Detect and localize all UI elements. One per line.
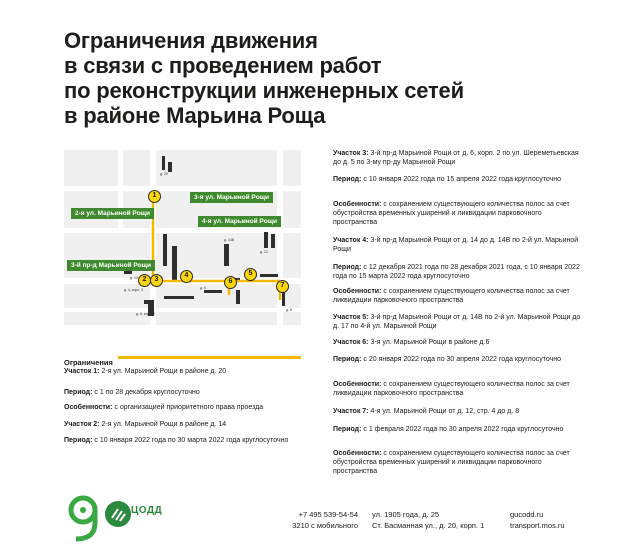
section-1-title: Участок 1: <box>64 368 100 375</box>
section-3 <box>333 149 583 167</box>
period-title: Период: <box>64 389 93 396</box>
period-text: с 1 по 28 декабря круглосуточно <box>94 389 200 396</box>
codd-logo-icon <box>104 500 132 528</box>
features-title: Особенности: <box>333 450 382 457</box>
codd-logo-text: ЦОДД <box>131 505 163 516</box>
contact-addresses <box>372 510 484 531</box>
house-label-12: д. 12 <box>260 250 268 254</box>
section-7-text: 4-я ул. Марьиной Рощи от д. 12, стр. 4 до д. 8 <box>370 408 520 415</box>
map-legend <box>64 352 301 367</box>
map-tag-4th-street: 4-я ул. Марьиной Рощи <box>198 216 281 227</box>
map-drawing <box>64 150 301 325</box>
section-3-text: 3-й пр-д Марьиной Рощи от д. 6, корп. 2 по ул. Шереметьевская до д. 5 по 3-му пр-ду Марьиной Рощи <box>333 150 579 166</box>
legend-label: Ограничения <box>64 358 113 367</box>
features-text: с организацией приоритетного права проезда <box>114 404 264 411</box>
section-7 <box>333 407 583 416</box>
marker-3: 3 <box>150 274 163 287</box>
house-label-8: д. 8 <box>286 308 292 312</box>
site-link-gucodd[interactable]: gucodd.ru <box>510 510 544 519</box>
section-7-title: Участок 7: <box>333 408 369 415</box>
features-title: Особенности: <box>333 201 382 208</box>
house-label-4-korp-2: д. 4, корп. 2 <box>124 288 144 292</box>
title-line-2: в связи с проведением работ <box>64 53 382 78</box>
section-3-title: Участок 3: <box>333 150 369 157</box>
house-label-6: д. 6 <box>200 286 206 290</box>
section-6-features <box>333 380 583 398</box>
section-7-features <box>333 449 583 476</box>
house-label-6-korp-2: д. 6, корп. 2 <box>136 312 156 316</box>
section-2-period <box>64 436 304 445</box>
address-line-1: ул. 1905 года, д. 25 <box>372 510 440 519</box>
marker-5: 5 <box>244 268 257 281</box>
house-label-14: д. 14 <box>130 276 138 280</box>
period-text: с 12 декабря 2021 года по 28 декабря 2021 года, с 10 января 2022 года по 15 марта 2022 года круглосуточно <box>333 264 580 280</box>
site-link-transport[interactable]: transport.mos.ru <box>510 520 565 530</box>
section-4-period <box>333 263 583 281</box>
section-2-text: 2-я ул. Марьиной Рощи в районе д. 14 <box>101 421 227 428</box>
section-1-features <box>64 403 309 412</box>
map-tag-2nd-street: 2-я ул. Марьиной Рощи <box>71 208 154 219</box>
title-line-1: Ограничения движения <box>64 28 318 53</box>
marker-1: 1 <box>148 190 161 203</box>
map-tag-3rd-proezd: 3-й пр-д Марьиной Рощи <box>67 260 155 271</box>
period-text: с 10 января 2022 года по 15 апреля 2022 года круглосуточно <box>363 176 562 183</box>
section-4-features <box>333 287 583 305</box>
moscow-logo-icon <box>64 495 102 543</box>
period-text: с 1 февраля 2022 года по 30 апреля 2022 года круглосуточно <box>363 426 564 433</box>
section-1 <box>64 367 309 376</box>
restriction-map <box>64 150 301 325</box>
mobile-number: 3210 с мобильного <box>292 520 358 530</box>
section-3-period <box>333 175 583 184</box>
section-2 <box>64 420 309 429</box>
contact-phones <box>283 510 358 531</box>
house-label-14v: д. 14В <box>224 238 235 242</box>
section-6-period <box>333 355 583 364</box>
section-1-text: 2-я ул. Марьиной Рощи в районе д. 20 <box>101 368 227 375</box>
period-title: Период: <box>64 437 93 444</box>
section-5-text: 3-й пр-д Марьиной Рощи от д. 14В по 2-й ул. Марьиной Рощи до д. 17 по 4-й ул. Марьиной Рощи <box>333 314 581 330</box>
house-label-20: д. 20 <box>160 172 168 176</box>
features-title: Особенности: <box>333 381 382 388</box>
features-title: Особенности: <box>333 288 382 295</box>
marker-7: 7 <box>276 280 289 293</box>
section-1-period <box>64 388 309 397</box>
section-4 <box>333 236 583 254</box>
section-4-text: 3-й пр-д Марьиной Рощи от д. 14 до д. 14В по 2-й ул. Марьиной Рощи <box>333 237 579 253</box>
features-text: с сохранением существующего количества полос за счет обустройства временных уширений и ликвидации парковочного пространства <box>333 450 570 475</box>
section-6 <box>333 338 583 347</box>
features-title: Особенности: <box>64 404 113 411</box>
address-line-2: Ст. Басманная ул., д. 20, корп. 1 <box>372 520 485 530</box>
section-7-period <box>333 425 583 434</box>
features-text: с сохранением существующего количества полос за счет ликвидации парковочного пространства <box>333 288 570 304</box>
period-title: Период: <box>333 426 362 433</box>
marker-6: 6 <box>224 276 237 289</box>
period-title: Период: <box>333 264 362 271</box>
period-text: с 20 января 2022 года по 30 апреля 2022 года круглосуточно <box>363 356 562 363</box>
title-line-4: в районе Марьина Роща <box>64 103 326 128</box>
section-6-title: Участок 6: <box>333 339 369 346</box>
features-text: с сохранением существующего количества полос за счет обустройства временных уширений и ликвидации парковочного пространства <box>333 201 570 226</box>
section-3-features <box>333 200 583 227</box>
map-tag-3rd-street: 3-я ул. Марьиной Рощи <box>190 192 273 203</box>
contact-sites <box>510 510 565 531</box>
section-4-title: Участок 4: <box>333 237 369 244</box>
marker-4: 4 <box>180 270 193 283</box>
phone-number: +7 495 539-54-54 <box>298 510 358 519</box>
marker-2: 2 <box>138 274 151 287</box>
legend-line <box>118 356 301 359</box>
period-title: Период: <box>333 176 362 183</box>
title-line-3: по реконструкции инженерных сетей <box>64 78 464 103</box>
period-title: Период: <box>333 356 362 363</box>
period-text: с 10 января 2022 года по 30 марта 2022 года круглосуточно <box>94 437 289 444</box>
section-2-title: Участок 2: <box>64 421 100 428</box>
section-5 <box>333 313 583 331</box>
section-6-text: 3-я ул. Марьиной Рощи в районе д.6 <box>370 339 490 346</box>
features-text: с сохранением существующего количества полос за счет ликвидации парковочного пространства <box>333 381 570 397</box>
page-title <box>64 28 544 128</box>
section-5-title: Участок 5: <box>333 314 369 321</box>
